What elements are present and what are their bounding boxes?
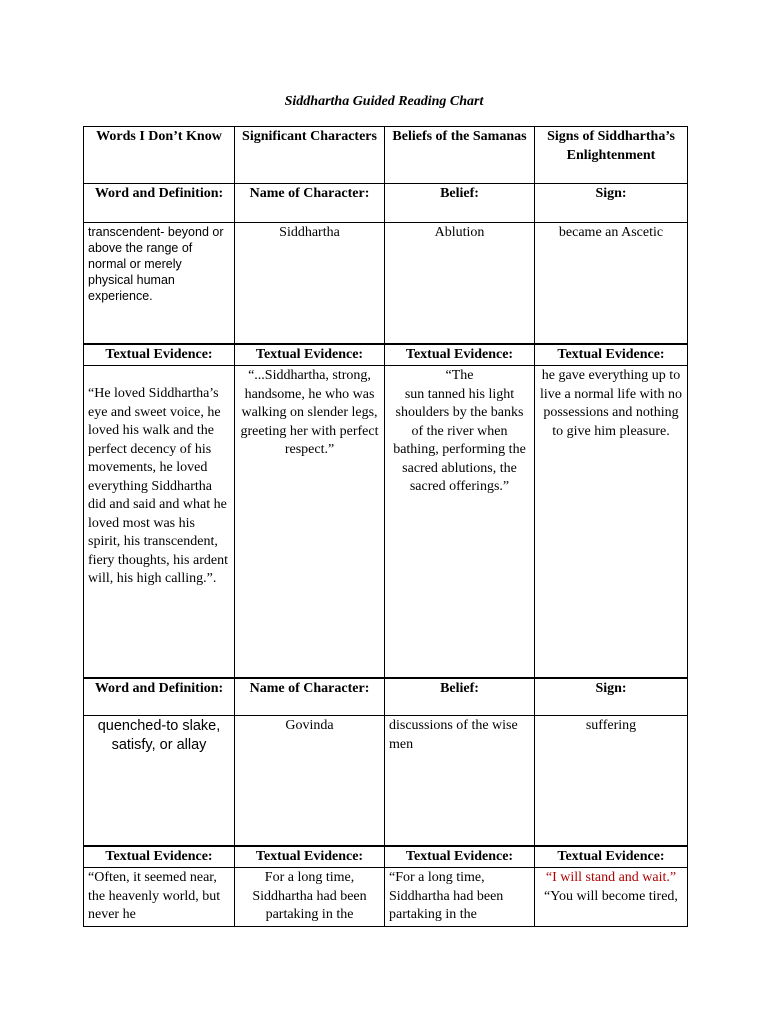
evidence-label: Textual Evidence: (385, 344, 535, 366)
evidence-word: “He loved Siddhartha’s eye and sweet voice, he loved his walk and the perfect decency of his movements, he loved everything Siddhartha did and said and what he loved most was his spirit, his transcendent, fiery thoughts, his ardent will, his high calling.”. (84, 366, 235, 678)
subheader-belief: Belief: (385, 184, 535, 223)
evidence-word: “Often, it seemed near, the heavenly world, but never he (84, 868, 235, 927)
evidence-belief-line1: “The (445, 368, 474, 383)
evidence-label: Textual Evidence: (535, 846, 688, 868)
evidence-label-row (84, 344, 688, 366)
evidence-belief (385, 366, 535, 678)
header-beliefs: Beliefs of the Samanas (385, 127, 535, 184)
subheader-sign: Sign: (535, 678, 688, 716)
belief-value: Ablution (385, 223, 535, 344)
evidence-label: Textual Evidence: (84, 344, 235, 366)
sign-value: suffering (535, 716, 688, 846)
evidence-character: For a long time, Siddhartha had been partaking in the (235, 868, 385, 927)
evidence-row (84, 366, 688, 678)
evidence-label: Textual Evidence: (385, 846, 535, 868)
reading-chart (83, 126, 688, 927)
subheader-word: Word and Definition: (84, 184, 235, 223)
evidence-belief-line2: sun tanned his light shoulders by the banks of the river when bathing, performing the sacred ablutions, the sacred offerings.” (393, 386, 526, 494)
evidence-belief: “For a long time, Siddhartha had been partaking in the (385, 868, 535, 927)
word-definition: transcendent- beyond or above the range of normal or merely physical human experience. (84, 223, 235, 344)
word-definition: quenched-to slake, satisfy, or allay (84, 716, 235, 846)
subheader-sign: Sign: (535, 184, 688, 223)
entry-row (84, 223, 688, 344)
evidence-label: Textual Evidence: (235, 846, 385, 868)
header-characters: Significant Characters (235, 127, 385, 184)
header-words: Words I Don’t Know (84, 127, 235, 184)
evidence-label-row (84, 846, 688, 868)
header-signs: Signs of Siddhartha’s Enlightenment (535, 127, 688, 184)
evidence-sign: he gave everything up to live a normal life with no possessions and nothing to give him pleasure. (535, 366, 688, 678)
subheader-character: Name of Character: (235, 678, 385, 716)
subheader-row (84, 184, 688, 223)
belief-value: discussions of the wise men (385, 716, 535, 846)
character-name: Govinda (235, 716, 385, 846)
subheader-word: Word and Definition: (84, 678, 235, 716)
subheader-belief: Belief: (385, 678, 535, 716)
sign-value: became an Ascetic (535, 223, 688, 344)
entry-row (84, 716, 688, 846)
page-title: Siddhartha Guided Reading Chart (284, 94, 484, 109)
evidence-character: “...Siddhartha, strong, handsome, he who was walking on slender legs, greeting her with perfect respect.” (235, 366, 385, 678)
evidence-row (84, 868, 688, 927)
evidence-sign-rest: “You will become tired, (544, 888, 678, 904)
evidence-label: Textual Evidence: (84, 846, 235, 868)
evidence-label: Textual Evidence: (535, 344, 688, 366)
header-row (84, 127, 688, 184)
evidence-sign-quote: “I will stand and wait.” (545, 870, 677, 885)
evidence-label: Textual Evidence: (235, 344, 385, 366)
character-name: Siddhartha (235, 223, 385, 344)
subheader-character: Name of Character: (235, 184, 385, 223)
evidence-sign (535, 868, 688, 927)
subheader-row (84, 678, 688, 716)
